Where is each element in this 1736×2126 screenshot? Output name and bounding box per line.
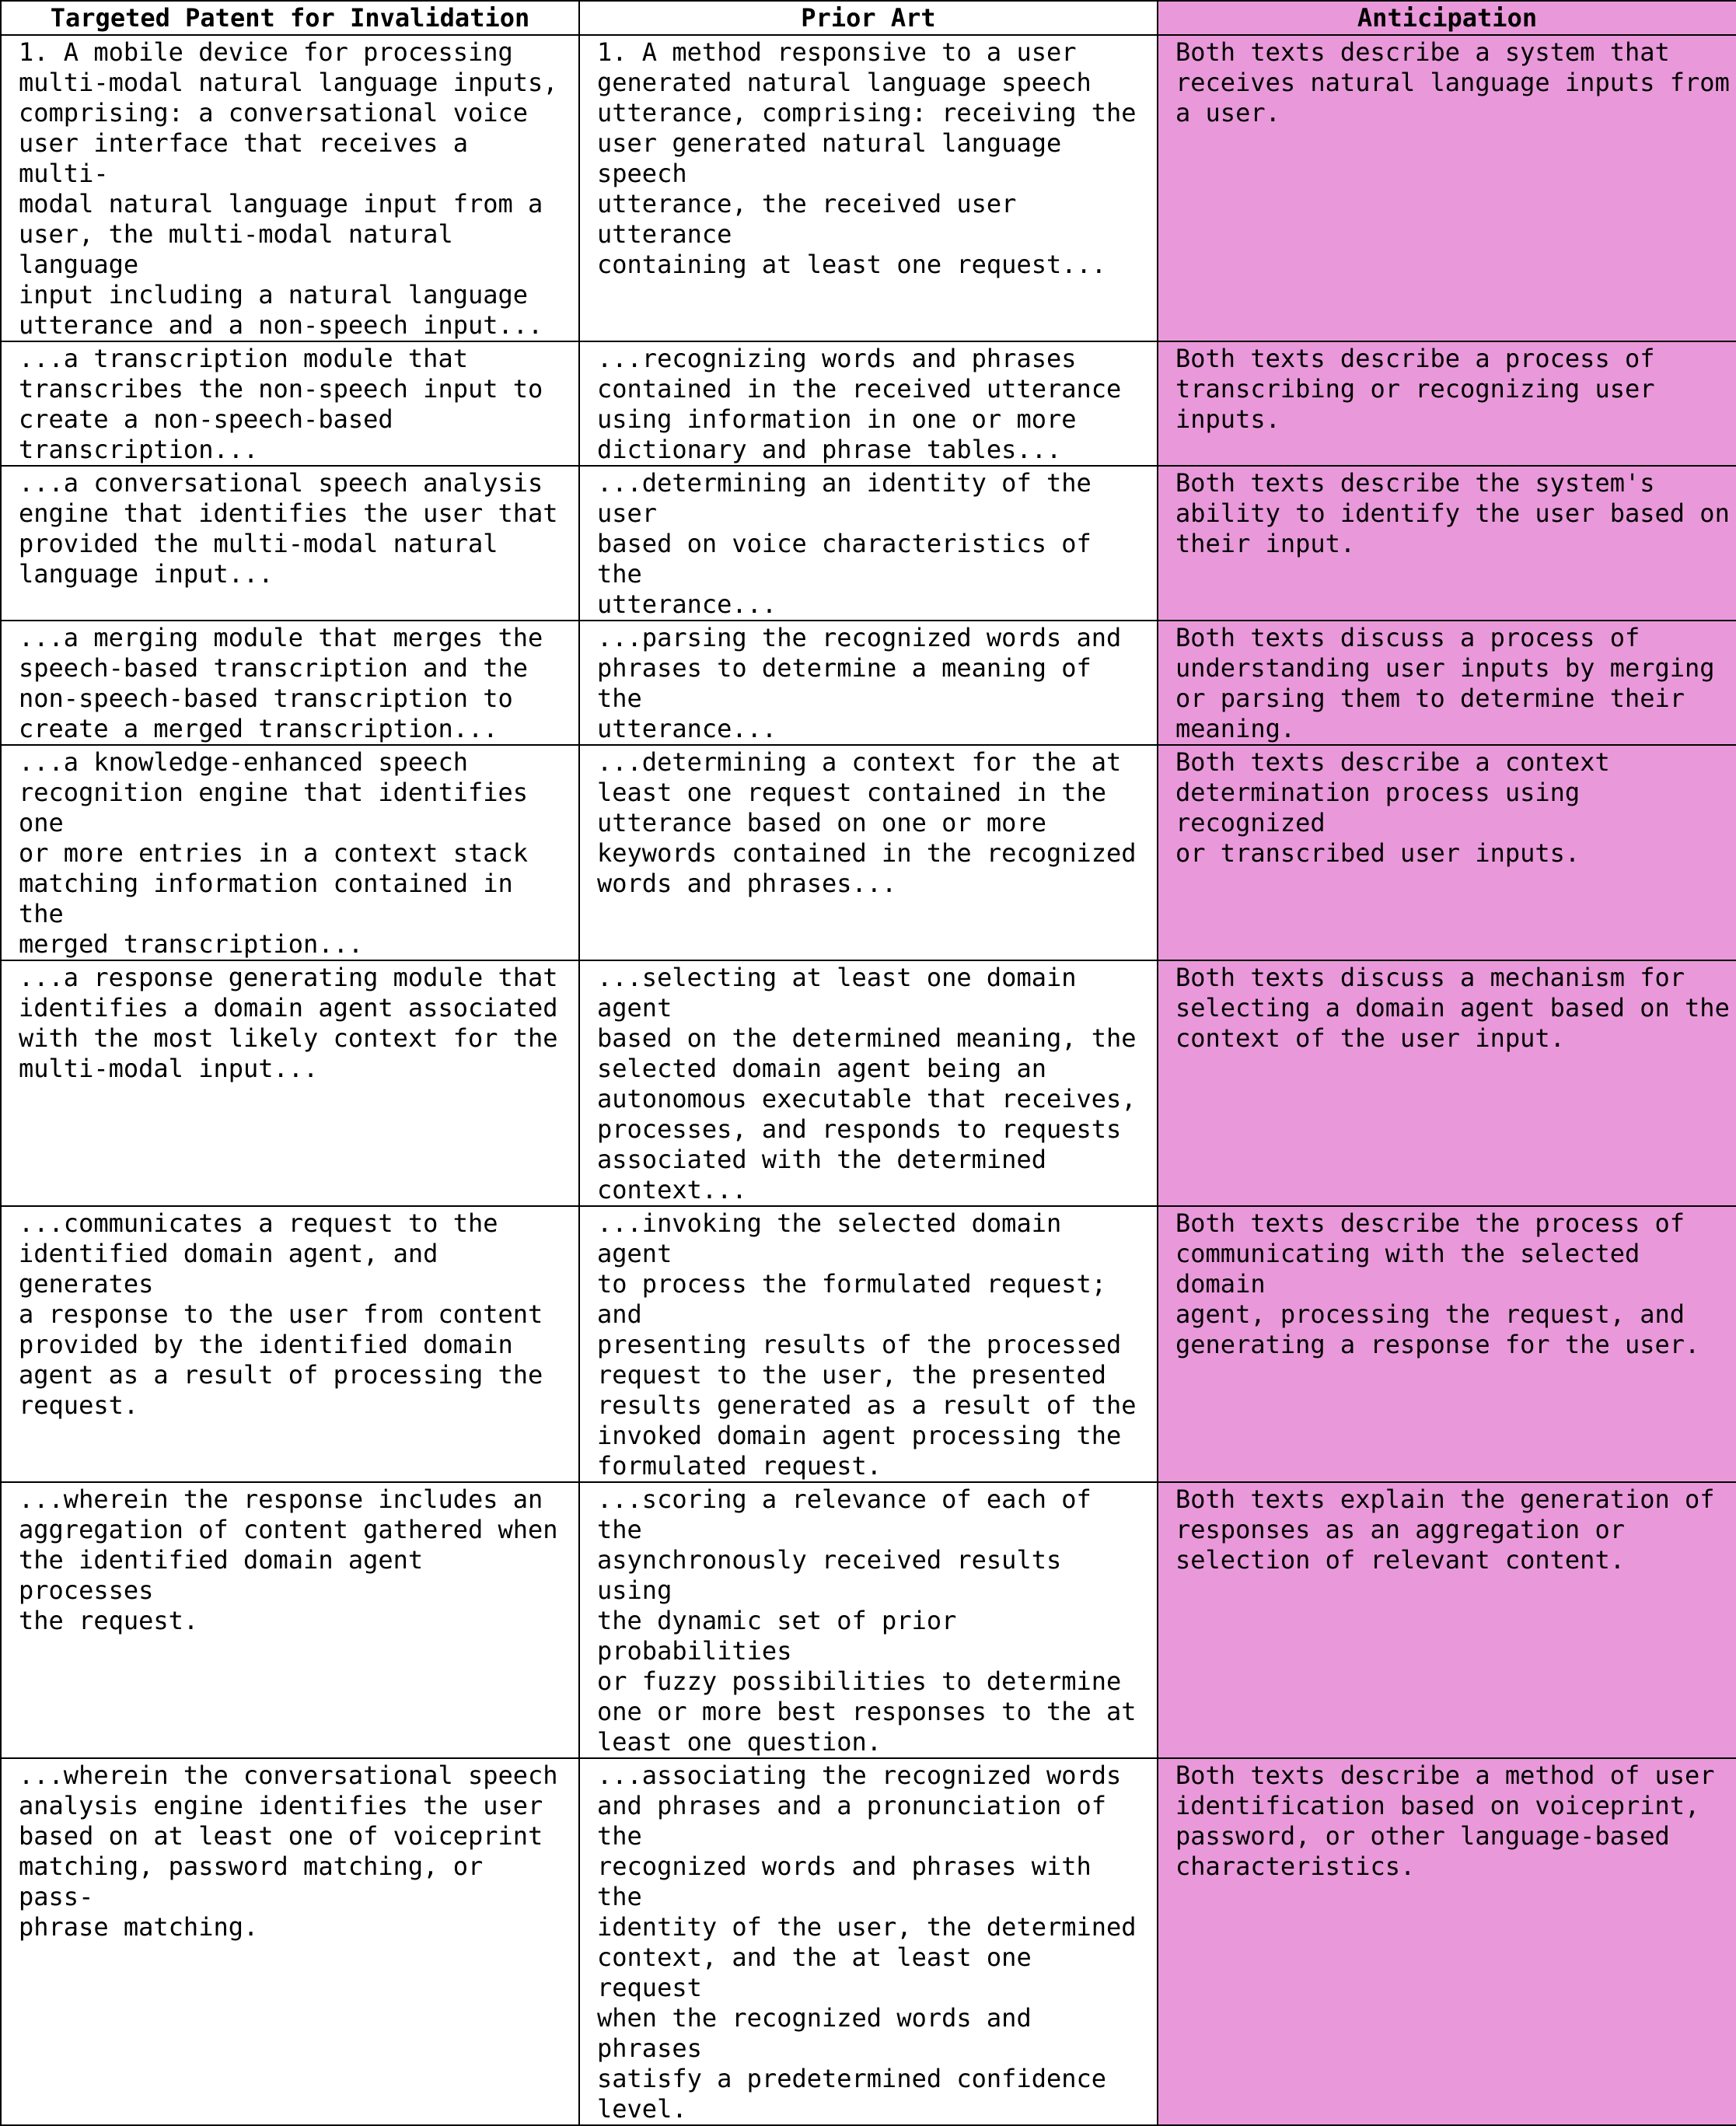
table-row: [1, 745, 1736, 960]
prior-art-cell: ...recognizing words and phrases contained in the received utterance using information in one or more dictionary and phrase tables...: [579, 341, 1158, 466]
prior-art-cell: ...invoking the selected domain agent to process the formulated request; and presenting results of the processed request to the user, the presented results generated as a result of the invoked domain agent processing the formulated request.: [579, 1206, 1158, 1482]
patent-claim-cell: ...a merging module that merges the speech-based transcription and the non-speech-based transcription to create a merged transcription...: [1, 621, 579, 745]
patent-claim-cell: ...a response generating module that identifies a domain agent associated with the most likely context for the multi-modal input...: [1, 960, 579, 1206]
prior-art-cell: ...parsing the recognized words and phrases to determine a meaning of the utterance...: [579, 621, 1158, 745]
prior-art-cell: ...determining a context for the at least one request contained in the utterance based on one or more keywords contained in the recognized words and phrases...: [579, 745, 1158, 960]
table-row: [1, 35, 1736, 341]
anticipation-cell: Both texts discuss a process of understanding user inputs by merging or parsing them to determine their meaning.: [1158, 621, 1736, 745]
patent-claim-cell: ...a conversational speech analysis engine that identifies the user that provided the multi-modal natural language input...: [1, 466, 579, 621]
anticipation-cell: Both texts describe the system's ability to identify the user based on their input.: [1158, 466, 1736, 621]
header-prior-art: Prior Art: [579, 1, 1158, 35]
header-targeted-patent: Targeted Patent for Invalidation: [1, 1, 579, 35]
header-row: [1, 1, 1736, 35]
anticipation-cell: Both texts describe a system that receives natural language inputs from a user.: [1158, 35, 1736, 341]
anticipation-cell: Both texts discuss a mechanism for selecting a domain agent based on the context of the user input.: [1158, 960, 1736, 1206]
table-row: [1, 960, 1736, 1206]
prior-art-cell: 1. A method responsive to a user generated natural language speech utterance, comprising: receiving the user generated natural language speech utterance, the received user utterance containing at least one request...: [579, 35, 1158, 341]
prior-art-cell: ...selecting at least one domain agent based on the determined meaning, the selected domain agent being an autonomous executable that receives, processes, and responds to requests associated with the determined context...: [579, 960, 1158, 1206]
patent-claim-cell: 1. A mobile device for processing multi-modal natural language inputs, comprising: a conversational voice user interface that receives a multi- modal natural language input from a user, the multi-modal natural language input including a natural language utterance and a non-speech input...: [1, 35, 579, 341]
patent-claim-cell: ...wherein the conversational speech analysis engine identifies the user based on at least one of voiceprint matching, password matching, or pass- phrase matching.: [1, 1758, 579, 2125]
table-row: [1, 341, 1736, 466]
table-row: [1, 1206, 1736, 1482]
table-row: [1, 621, 1736, 745]
table-body: [1, 35, 1736, 2125]
patent-claim-cell: ...communicates a request to the identified domain agent, and generates a response to the user from content provided by the identified domain agent as a result of processing the request.: [1, 1206, 579, 1482]
prior-art-cell: ...determining an identity of the user based on voice characteristics of the utterance...: [579, 466, 1158, 621]
anticipation-cell: Both texts describe a process of transcribing or recognizing user inputs.: [1158, 341, 1736, 466]
anticipation-cell: Both texts describe a context determination process using recognized or transcribed user inputs.: [1158, 745, 1736, 960]
table-row: [1, 1482, 1736, 1758]
table-row: [1, 1758, 1736, 2125]
anticipation-cell: Both texts explain the generation of responses as an aggregation or selection of relevant content.: [1158, 1482, 1736, 1758]
table-header: [1, 1, 1736, 35]
table-row: [1, 466, 1736, 621]
patent-claim-cell: ...a transcription module that transcribes the non-speech input to create a non-speech-based transcription...: [1, 341, 579, 466]
header-anticipation: Anticipation: [1158, 1, 1736, 35]
patent-claim-cell: ...wherein the response includes an aggregation of content gathered when the identified domain agent processes the request.: [1, 1482, 579, 1758]
patent-claim-cell: ...a knowledge-enhanced speech recognition engine that identifies one or more entries in a context stack matching information contained in the merged transcription...: [1, 745, 579, 960]
anticipation-cell: Both texts describe the process of communicating with the selected domain agent, processing the request, and generating a response for the user.: [1158, 1206, 1736, 1482]
prior-art-cell: ...associating the recognized words and phrases and a pronunciation of the recognized words and phrases with the identity of the user, the determined context, and the at least one request when the recognized words and phrases satisfy a predetermined confidence level.: [579, 1758, 1158, 2125]
prior-art-cell: ...scoring a relevance of each of the asynchronously received results using the dynamic set of prior probabilities or fuzzy possibilities to determine one or more best responses to the at least one question.: [579, 1482, 1158, 1758]
anticipation-cell: Both texts describe a method of user identification based on voiceprint, password, or other language-based characteristics.: [1158, 1758, 1736, 2125]
